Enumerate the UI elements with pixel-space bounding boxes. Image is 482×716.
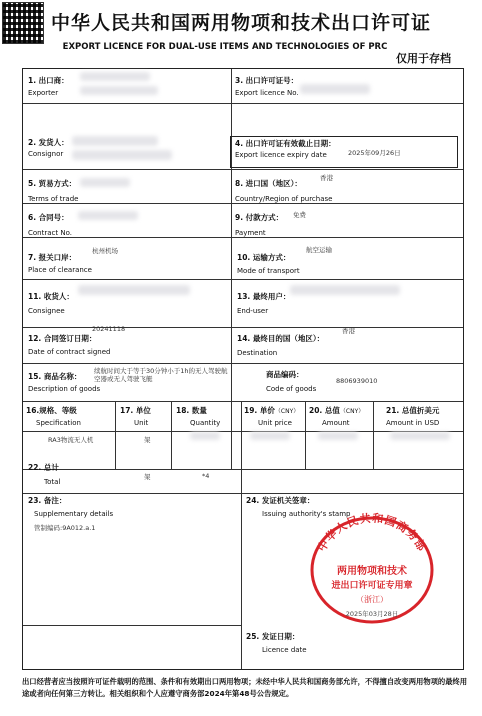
seal-date: 2025年03月28日 xyxy=(345,610,399,618)
quantity-subheader: Quantity xyxy=(190,419,221,427)
contract-no-sublabel: Contract No. xyxy=(28,229,72,237)
end-user-label: 13. 最终用户： xyxy=(237,292,291,301)
contract-date-sublabel: Date of contract signed xyxy=(28,348,111,356)
contract-date-value: 20241118 xyxy=(92,325,126,333)
destination-label: 14. 最终目的国（地区）： xyxy=(237,334,325,343)
payment-label: 9. 付款方式： xyxy=(235,213,284,222)
unit-price-subheader: Unit price xyxy=(258,419,292,427)
destination-value: 香港 xyxy=(342,327,355,335)
goods-code-sublabel: Code of goods xyxy=(266,385,317,393)
expiry-value: 2025年09月26日 xyxy=(348,149,401,157)
remarks-label: 23. 备注： xyxy=(28,496,67,505)
consignee-sublabel: Consignee xyxy=(28,307,65,315)
clearance-sublabel: Place of clearance xyxy=(28,266,92,274)
remarks-sublabel: Supplementary details xyxy=(34,510,114,518)
exporter-sublabel: Exporter xyxy=(28,89,59,97)
redacted-consignor xyxy=(72,136,158,146)
page-title: 中华人民共和国两用物项和技术出口许可证 xyxy=(50,12,431,34)
total-label: 22. 总计 xyxy=(28,463,59,472)
redacted-contract-no xyxy=(78,211,138,220)
licence-date-sublabel: Licence date xyxy=(262,646,307,654)
total-quantity-value: *4 xyxy=(202,472,210,480)
total-unit-value: 架 xyxy=(144,473,151,481)
trade-terms-label: 5. 贸易方式： xyxy=(28,179,77,188)
goods-description-sublabel: Description of goods xyxy=(28,385,101,393)
redacted-amount-usd xyxy=(390,432,450,440)
unit-price-header: 19. 单价（CNY） xyxy=(244,406,300,415)
redacted-licence-no xyxy=(300,84,370,94)
total-sublabel: Total xyxy=(44,478,61,486)
seal-line-1: 两用物项和技术 xyxy=(337,566,407,577)
expiry-label: 4. 出口许可证有效截止日期： xyxy=(235,139,336,148)
destination-sublabel: Destination xyxy=(237,349,278,357)
transport-label: 10. 运输方式： xyxy=(237,253,291,262)
licence-date-label: 25. 发证日期： xyxy=(246,632,300,641)
redacted-consignee xyxy=(78,285,190,295)
seal-line-3: （浙江） xyxy=(356,595,388,604)
payment-value: 免费 xyxy=(293,211,306,219)
redacted-amount xyxy=(318,432,358,440)
remarks-value: 管制编码:9A012.a.1 xyxy=(34,524,96,532)
contract-no-label: 6. 合同号： xyxy=(28,213,69,222)
official-seal xyxy=(306,508,438,624)
unit-subheader: Unit xyxy=(134,419,149,427)
page-subtitle: EXPORT LICENCE FOR DUAL-USE ITEMS AND TECHNOLOGIES OF PRC xyxy=(62,42,388,52)
licence-no-label: 3. 出口许可证号： xyxy=(235,76,299,85)
stamp-sublabel: Issuing authority's stamp xyxy=(262,510,351,518)
seal-ring-text: 中华人民共和国商务部 xyxy=(315,511,429,554)
clearance-value: 杭州机场 xyxy=(92,247,118,255)
licence-no-sublabel: Export licence No. xyxy=(235,89,299,97)
consignor-label: 2. 发货人： xyxy=(28,138,69,147)
unit-header: 17. 单位 xyxy=(120,406,151,415)
goods-description-label: 15. 商品名称： xyxy=(28,372,82,381)
consignee-label: 11. 收货人： xyxy=(28,292,74,301)
redacted-consignor-2 xyxy=(72,150,172,160)
redacted-end-user xyxy=(290,285,400,295)
goods-description-line1: 续航时间大于等于30分钟小于1h的无人驾驶航 xyxy=(94,367,228,375)
end-user-sublabel: End-user xyxy=(237,307,269,315)
exporter-label: 1. 出口商： xyxy=(28,76,69,85)
amount-header: 20. 总值（CNY） xyxy=(309,406,365,415)
transport-sublabel: Mode of transport xyxy=(237,267,300,275)
purchase-country-value: 香港 xyxy=(320,174,333,182)
redacted-exporter xyxy=(80,72,150,81)
redacted-unit-price xyxy=(250,432,290,440)
spec-header: 16.规格、等级 xyxy=(26,406,77,415)
unit-value: 架 xyxy=(144,436,151,444)
consignor-sublabel: Consignor xyxy=(28,150,64,158)
goods-code-value: 8806939010 xyxy=(336,377,378,385)
spec-subheader: Specification xyxy=(36,419,81,427)
stamp-label: 24. 发证机关签章： xyxy=(246,496,315,505)
footer-notice: 出口经营者应当按照许可证件载明的范围、条件和有效期出口两用物项；未经中华人民共和国商务部允许，不得擅自改变两用物项的最终用途或者向任何第三方转让。相关组织和个人应遵守商务部2024年第48号公告规定。 xyxy=(22,677,468,698)
redacted-quantity xyxy=(190,432,220,440)
expiry-sublabel: Export licence expiry date xyxy=(235,151,327,159)
goods-code-label: 商品编码： xyxy=(266,370,304,379)
amount-subheader: Amount xyxy=(322,419,350,427)
payment-sublabel: Payment xyxy=(235,229,266,237)
goods-description-line2: 空器或无人驾驶飞艇 xyxy=(94,375,153,383)
seal-line-2: 进出口许可证专用章 xyxy=(331,581,413,591)
archive-note: 仅用于存档 xyxy=(396,52,451,65)
amount-usd-header: 21. 总值折美元 xyxy=(386,406,440,415)
clearance-label: 7. 报关口岸： xyxy=(28,253,77,262)
redacted-trade-terms xyxy=(80,178,130,187)
purchase-country-sublabel: Country/Region of purchase xyxy=(235,195,333,203)
redacted-exporter-2 xyxy=(80,86,158,95)
spec-value: RA3物流无人机 xyxy=(48,436,94,444)
quantity-header: 18. 数量 xyxy=(176,406,207,415)
transport-value: 航空运输 xyxy=(306,246,332,254)
trade-terms-sublabel: Terms of trade xyxy=(28,195,79,203)
contract-date-label: 12. 合同签订日期： xyxy=(28,334,97,343)
purchase-country-label: 8. 进口国（地区）： xyxy=(235,179,302,188)
amount-usd-subheader: Amount in USD xyxy=(386,419,440,427)
